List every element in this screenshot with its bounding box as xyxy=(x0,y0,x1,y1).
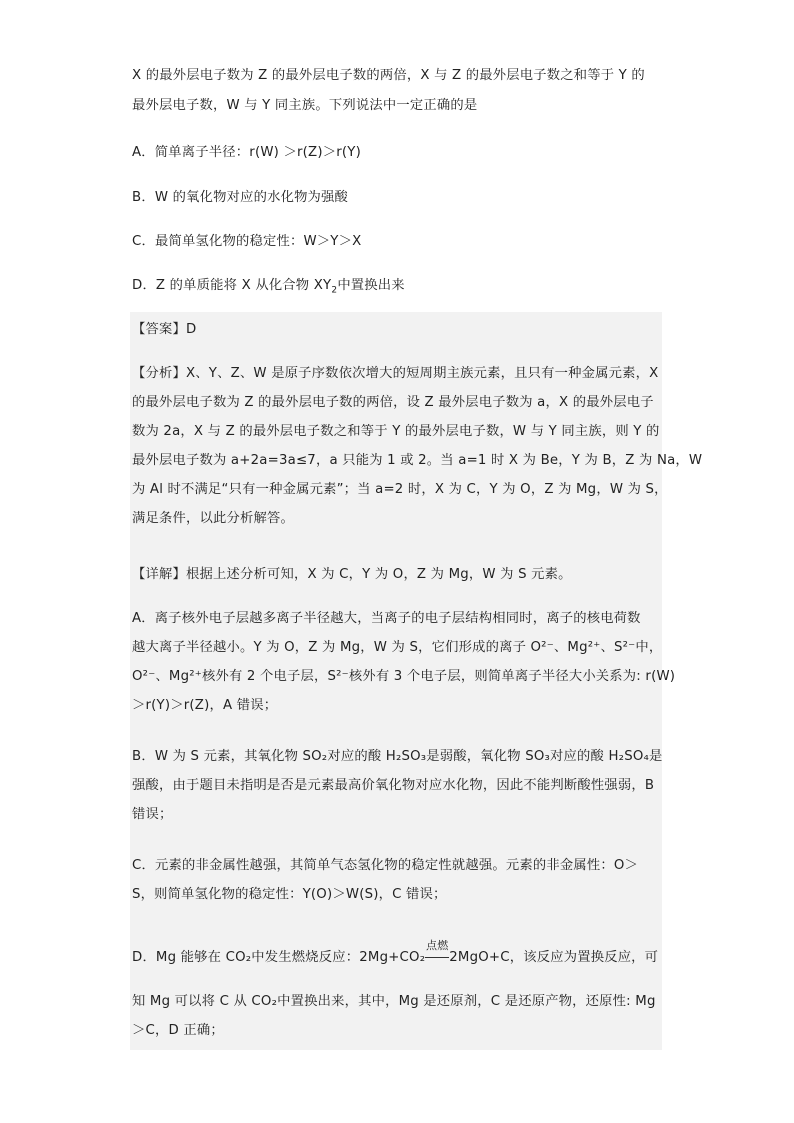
detail-c-line-2: S，则简单氢化物的稳定性：Y(O)＞W(S)，C 错误； xyxy=(132,887,447,902)
option-d xyxy=(132,276,405,296)
analysis-line-2: 的最外层电子数为 Z 的最外层电子数的两倍，设 Z 最外层电子数为 a，X 的最外层电子 xyxy=(132,395,654,410)
option-a: A．简单离子半径：r(W) ＞r(Z)＞r(Y) xyxy=(132,145,361,160)
detail-d-line-2: 知 Mg 可以将 C 从 CO₂中置换出来，其中，Mg 是还原剂，C 是还原产物，还原性: Mg xyxy=(132,994,656,1009)
detail-b-line-1: B．W 为 S 元素，其氧化物 SO₂对应的酸 H₂SO₃是弱酸，氧化物 SO₃对应的酸 H₂SO₄是 xyxy=(132,749,663,764)
question-line-1: X 的最外层电子数为 Z 的最外层电子数的两倍，X 与 Z 的最外层电子数之和等于 Y 的 xyxy=(132,68,645,83)
detail-c-line-1: C．元素的非金属性越强，其简单气态氢化物的稳定性就越强。元素的非金属性：O＞ xyxy=(132,858,639,873)
analysis-line-6: 满足条件，以此分析解答。 xyxy=(132,511,294,526)
detail-a-line-3: O²⁻、Mg²⁺核外有 2 个电子层，S²⁻核外有 3 个电子层，则简单离子半径大小关系为: r(W) xyxy=(132,669,676,684)
question-line-2: 最外层电子数，W 与 Y 同主族。下列说法中一定正确的是 xyxy=(132,98,478,113)
analysis-line-4: 最外层电子数为 a+2a=3a≤7，a 只能为 1 或 2。当 a=1 时 X 为 Be，Y 为 B，Z 为 Na，W xyxy=(132,453,703,468)
reaction-condition: 点燃 xyxy=(426,939,449,952)
analysis-line-1: 【分析】X、Y、Z、W 是原子序数依次增大的短周期主族元素，且只有一种金属元素，X xyxy=(132,366,659,381)
detail-a-line-2: 越大离子半径越小。Y 为 O，Z 为 Mg，W 为 S，它们形成的离子 O²⁻、Mg²⁺、S²⁻中， xyxy=(132,640,663,655)
option-d-text: D．Z 的单质能将 X 从化合物 XY xyxy=(132,278,332,293)
detail-d-line-3: ＞C，D 正确； xyxy=(132,1023,224,1038)
detail-d-line-1 xyxy=(132,939,659,968)
analysis-line-5: 为 Al 时不满足“只有一种金属元素”；当 a=2 时，X 为 C，Y 为 O，Z 为 Mg，W 为 S， xyxy=(132,482,668,497)
detail-b-line-3: 错误； xyxy=(132,807,173,822)
reaction-bar xyxy=(425,957,449,958)
option-d-subscript: 2 xyxy=(331,285,338,296)
answer-label: 【答案】D xyxy=(132,322,197,337)
analysis-line-3: 数为 2a，X 与 Z 的最外层电子数之和等于 Y 的最外层电子数，W 与 Y 同主族，则 Y 的 xyxy=(132,424,660,439)
detail-a-line-4: ＞r(Y)＞r(Z)，A 错误； xyxy=(132,698,278,713)
option-d-tail: 中置换出来 xyxy=(337,278,405,293)
detail-b-line-2: 强酸，由于题目未指明是否是元素最高价氧化物对应水化物，因此不能判断酸性强弱，B xyxy=(132,778,655,793)
detail-d-tail: 2MgO+C，该反应为置换反应，可 xyxy=(449,950,659,965)
detail-d-text: D．Mg 能够在 CO₂中发生燃烧反应：2Mg+CO₂ xyxy=(132,950,426,965)
reaction-arrow xyxy=(425,939,449,968)
detail-intro: 【详解】根据上述分析可知，X 为 C，Y 为 O，Z 为 Mg，W 为 S 元素。 xyxy=(132,567,572,582)
option-c: C．最简单氢化物的稳定性：W＞Y＞X xyxy=(132,234,362,249)
option-b: B．W 的氧化物对应的水化物为强酸 xyxy=(132,190,349,205)
detail-a-line-1: A．离子核外电子层越多离子半径越大，当离子的电子层结构相同时，离子的核电荷数 xyxy=(132,611,641,626)
